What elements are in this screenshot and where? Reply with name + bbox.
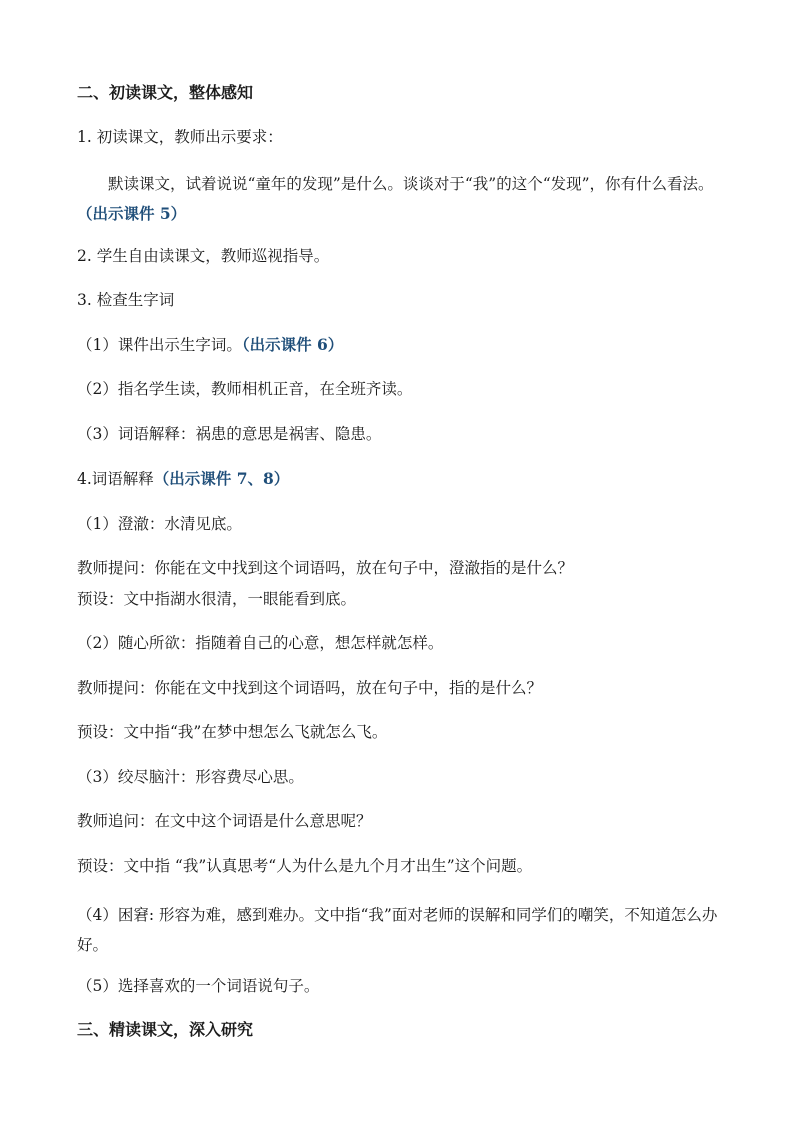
section-heading: 二、初读课文，整体感知	[77, 83, 254, 102]
list-item: （2）随心所欲：指随着自己的心意，想怎样就怎样。	[77, 634, 444, 652]
paragraph-text: 默读课文，试着说说“童年的发现”是什么。谈谈对于“我”的这个“发现”，你有什么看法。	[108, 175, 714, 193]
courseware-note: （出示课件 5）	[77, 204, 187, 223]
list-item: （3）词语解释：祸患的意思是祸害、隐患。	[77, 425, 382, 443]
expected-answer: 预设：文中指 “我”认真思考“人为什么是九个月才出生”这个问题。	[77, 857, 533, 875]
teacher-question: 教师提问：你能在文中找到这个词语吗，放在句子中，澄澈指的是什么？	[77, 559, 574, 577]
step-heading: 2. 学生自由读课文，教师巡视指导。	[77, 247, 330, 265]
list-item	[77, 334, 724, 356]
list-item-text: （1）课件出示生字词。	[77, 336, 242, 354]
courseware-note: （出示课件 6）	[241, 335, 344, 354]
expected-answer: 预设：文中指“我”在梦中想怎么飞就怎么飞。	[77, 723, 388, 741]
courseware-note: （出示课件 7、8）	[153, 469, 290, 488]
step-heading	[77, 468, 724, 490]
list-item: （2）指名学生读，教师相机正音，在全班齐读。	[77, 380, 413, 398]
step-heading-text: 4.词语解释	[77, 470, 154, 488]
list-item: （3）绞尽脑汁：形容费尽心思。	[77, 768, 304, 786]
teacher-question: 教师提问：你能在文中找到这个词语吗，放在句子中，指的是什么？	[77, 679, 543, 697]
list-item: （5）选择喜欢的一个词语说句子。	[77, 977, 320, 995]
expected-answer: 预设：文中指湖水很清，一眼能看到底。	[77, 590, 357, 608]
list-item: （1）澄澈：水清见底。	[77, 515, 242, 533]
step-heading: 1. 初读课文，教师出示要求：	[77, 128, 283, 146]
list-item: （4）困窘: 形容为难，感到难办。文中指“我”面对老师的误解和同学们的嘲笑，不知道怎么办好。	[77, 906, 718, 954]
step-heading: 3. 检查生字词	[77, 291, 175, 309]
teacher-question: 教师追问：在文中这个词语是什么意思呢？	[77, 812, 372, 830]
paragraph	[77, 169, 724, 229]
section-heading: 三、精读课文，深入研究	[77, 1020, 254, 1039]
